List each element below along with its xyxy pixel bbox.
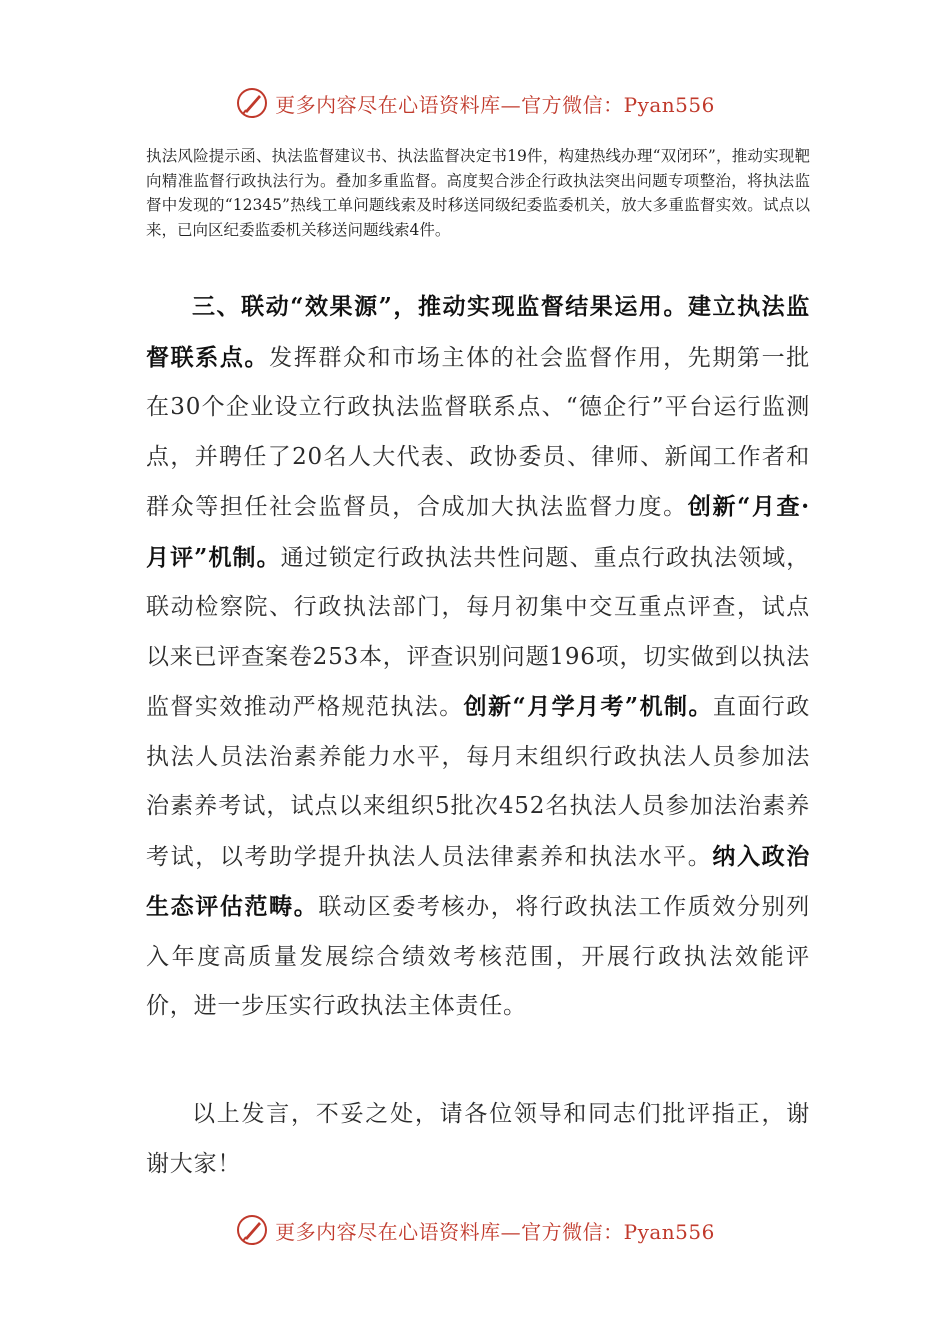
sub1-text: 发挥群众和市场主体的社会监督作用，先期第一批在30个企业设立行政执法监督联系点、“德企行”平台运行监测点，并聘任了20名人大代表、政协委员、律师、新闻工作者和群众等担任社会监督员，合成加大执法监督力度。 <box>146 344 811 520</box>
footer-banner-text: 更多内容尽在心语资料库—官方微信：Pyan556 <box>275 1219 715 1244</box>
header-banner <box>0 83 950 123</box>
sub2-text: 通过锁定行政执法共性问题、重点行政执法领域，联动检察院、行政执法部门，每月初集中交互重点评查，试点以来已评查案卷253本，评查识别问题196项，切实做到以执法监督实效推动严格规范执法。 <box>146 544 810 720</box>
sub4-title: 纳入政治生态评估范畴。 <box>146 842 810 920</box>
sub1-title: 建立执法监督联系点。 <box>146 293 810 371</box>
footer-banner <box>0 1210 950 1250</box>
sub3-text: 直面行政执法人员法治素养能力水平，每月末组织行政执法人员参加法治素养考试，试点以来组织5批次452名执法人员参加法治素养考试，以考助学提升执法人员法律素养和执法水平。 <box>146 694 811 870</box>
header-banner-text: 更多内容尽在心语资料库—官方微信：Pyan556 <box>275 92 715 117</box>
closing-paragraph: 以上发言，不妥之处，请各位领导和同志们批评指正，谢谢大家！ <box>146 1101 810 1177</box>
quill-pen-icon <box>235 86 269 120</box>
section-three-paragraph <box>146 282 810 1032</box>
section-three-heading: 三、联动“效果源”，推动实现监督结果运用。 <box>192 293 688 320</box>
sub3-title: 创新“月学月考”机制。 <box>463 693 713 720</box>
quill-pen-icon <box>235 1213 269 1247</box>
sub2-title: 创新“月查·月评”机制。 <box>146 493 810 571</box>
continuation-paragraph: 执法风险提示函、执法监督建议书、执法监督决定书19件，构建热线办理“双闭环”，推动实现靶向精准监督行政执法行为。叠加多重监督。高度契合涉企行政执法突出问题专项整治，将执法监督中发现的“12345”热线工单问题线索及时移送同级纪委监委机关，放大多重监督实效。试点以来，已向区纪委监委机关移送问题线索4件。 <box>146 147 810 239</box>
sub4-text: 联动区委考核办，将行政执法工作质效分别列入年度高质量发展综合绩效考核范围，开展行政执法效能评价，进一步压实行政执法主体责任。 <box>146 894 810 1019</box>
